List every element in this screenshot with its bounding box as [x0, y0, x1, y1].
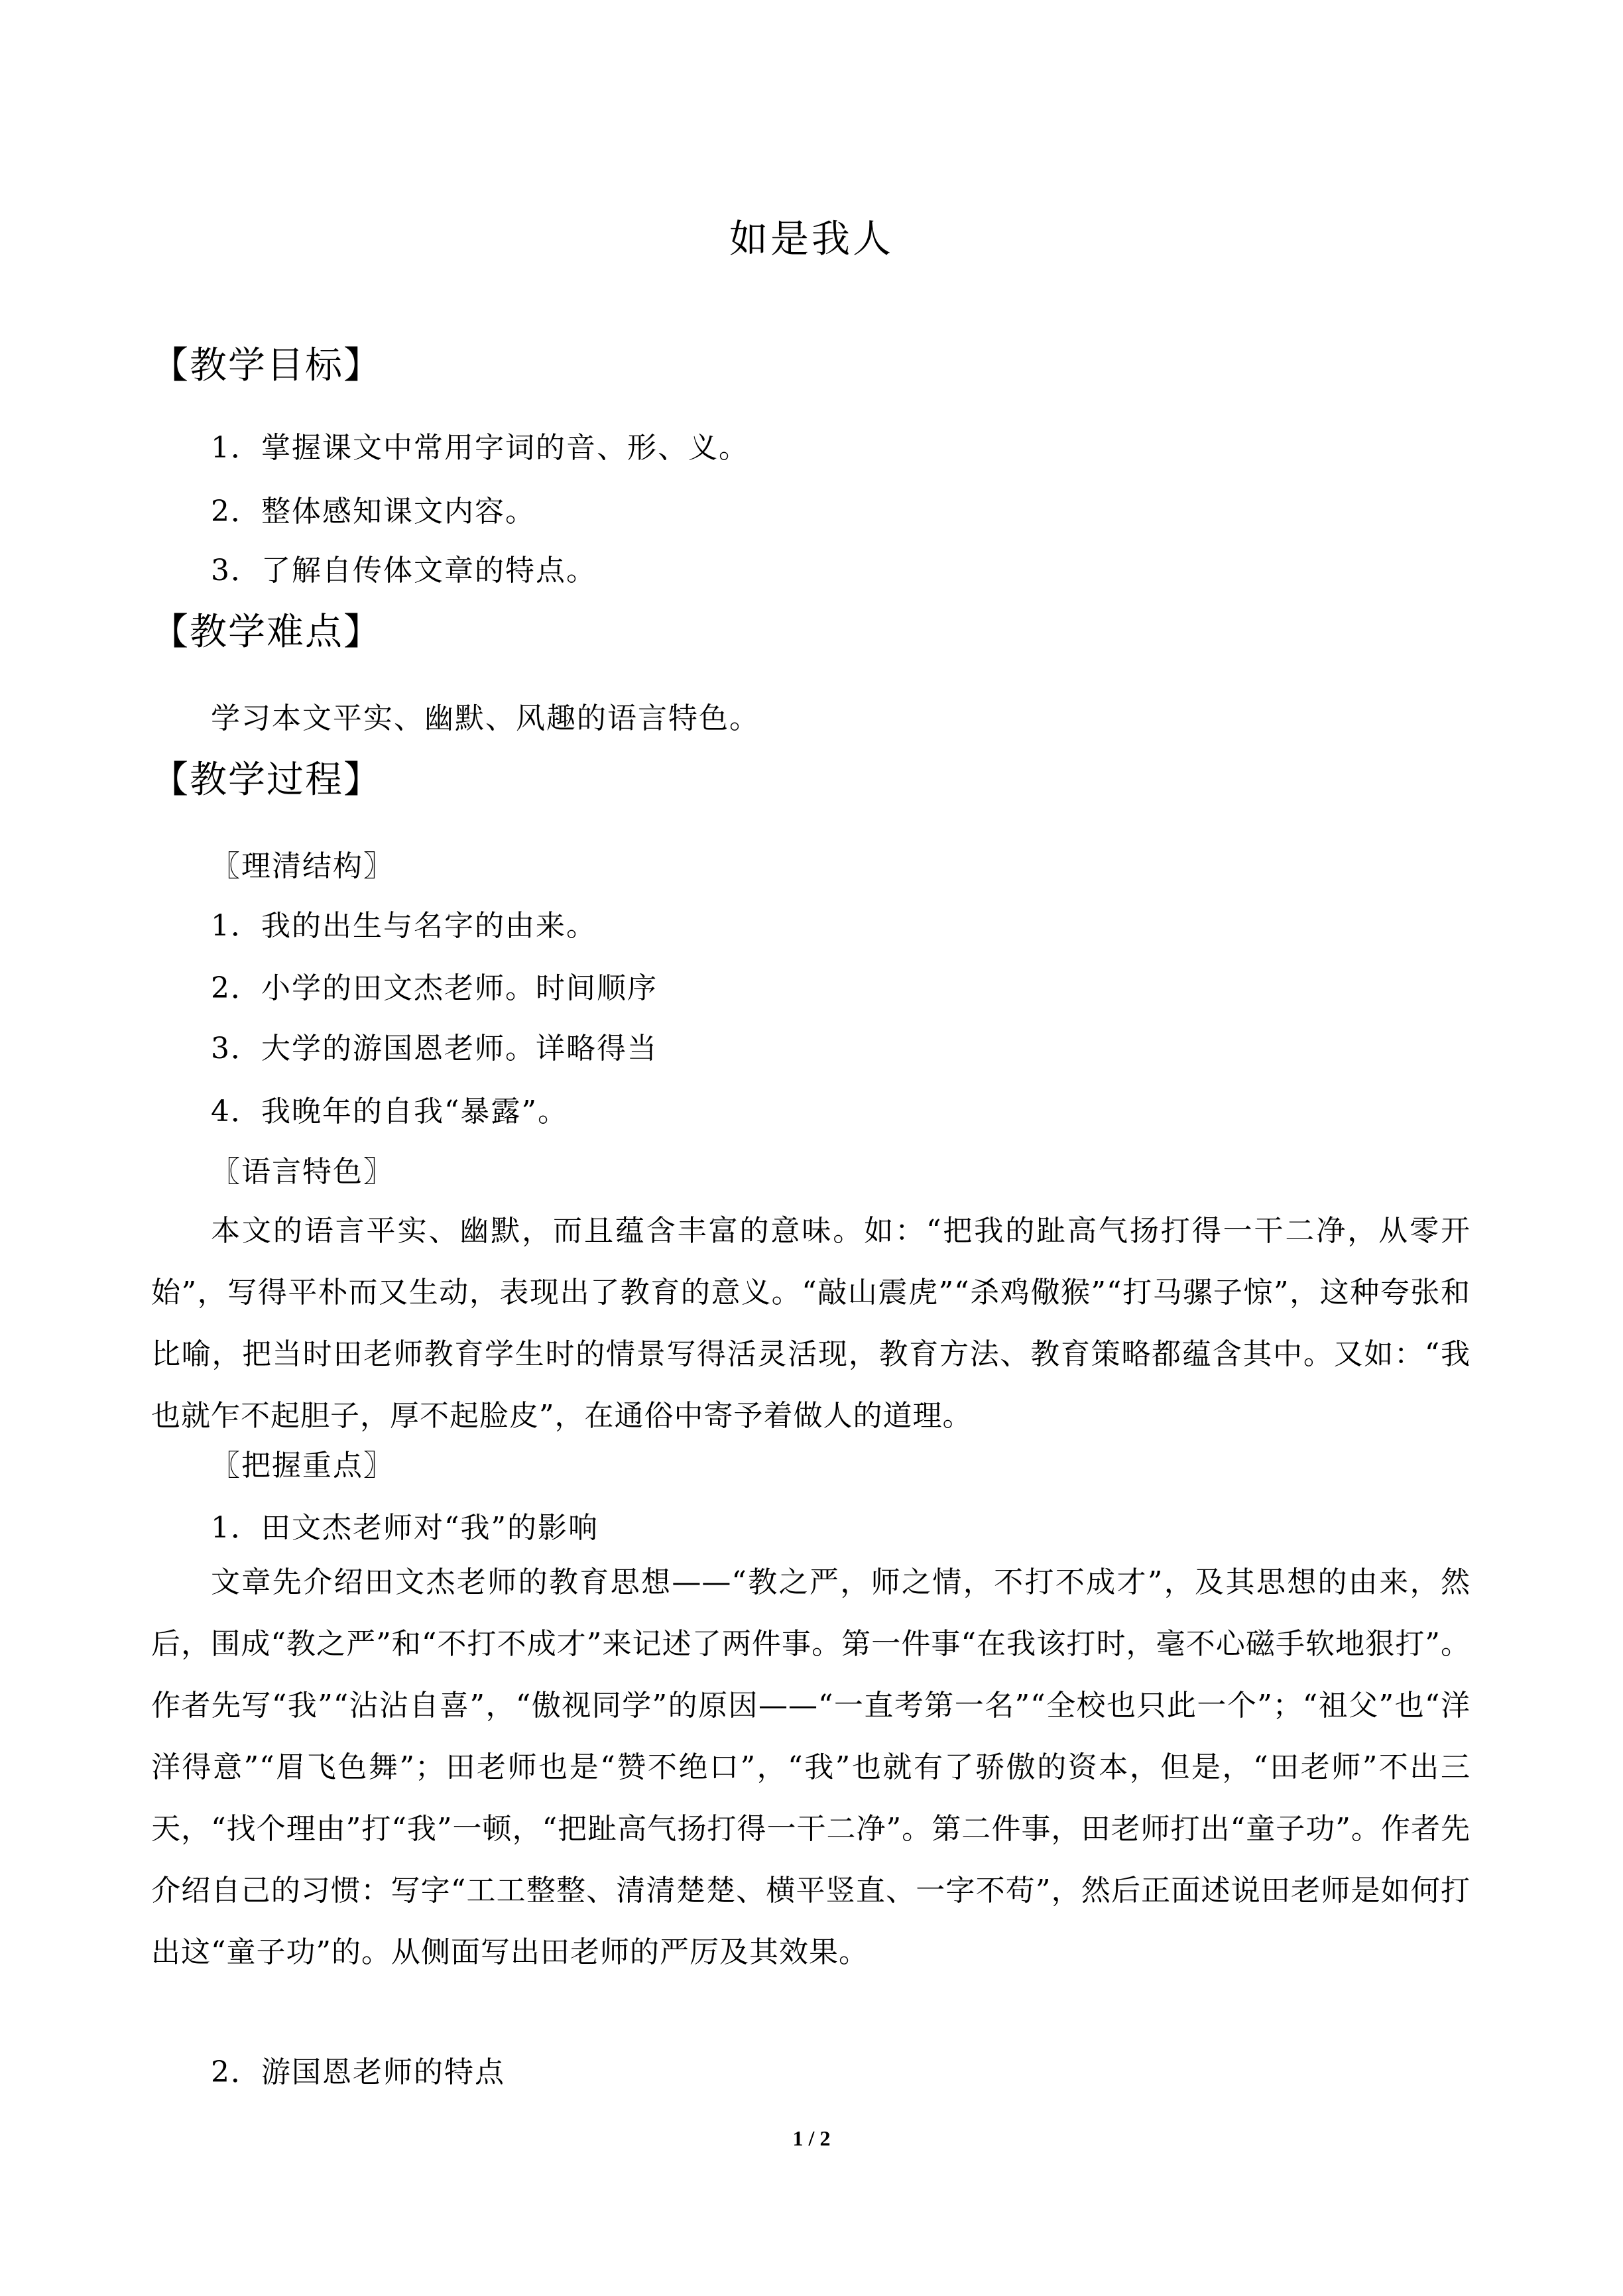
- objective-item-2: 2．整体感知课文内容。: [211, 495, 536, 528]
- structure-item-1: 1．我的出生与名字的由来。: [211, 909, 597, 943]
- language-label: 〖语言特色〗: [211, 1155, 394, 1189]
- difficulty-heading: 【教学难点】: [151, 611, 382, 654]
- structure-item-3: 3．大学的游国恩老师。详略得当: [211, 1032, 658, 1065]
- structure-item-2: 2．小学的田文杰老师。时间顺序: [211, 971, 658, 1005]
- structure-label: 〖理清结构〗: [211, 849, 394, 883]
- focus-label: 〖把握重点〗: [211, 1449, 394, 1482]
- structure-item-4: 4．我晚年的自我“暴露”。: [211, 1095, 568, 1128]
- focus-item-1: 1．田文杰老师对“我”的影响: [211, 1511, 599, 1545]
- objectives-heading: 【教学目标】: [151, 344, 382, 387]
- difficulty-text: 学习本文平实、幽默、风趣的语言特色。: [211, 701, 760, 735]
- page-title: 如是我人: [729, 216, 894, 261]
- focus-paragraph: 文章先介绍田文杰老师的教育思想——“教之严，师之情，不打不成才”，及其思想的由来，然后，围成“教之严”和“不打不成才”来记述了两件事。第一件事“在我该打时，毫不心磁手软地狠打”。作者先写“我”“沾沾自喜”，“傲视同学”的原因——“一直考第一名”“全校也只此一个”；“祖父”也“洋洋得意”“眉飞色舞”；田老师也是“赞不绝口”，“我”也就有了骄傲的资本，但是，“田老师”不出三天，“找个理由”打“我”一顿，“把趾高气扬打得一干二净”。第二件事，田老师打出“童子功”。作者先介绍自己的习惯：写字“工工整整、清清楚楚、横平竖直、一字不苟”，然后正面述说田老师是如何打出这“童子功”的。从侧面写出田老师的严厉及其效果。: [151, 1565, 1471, 1969]
- process-heading: 【教学过程】: [151, 758, 382, 802]
- focus-item-2: 2．游国恩老师的特点: [211, 2055, 505, 2089]
- page-number: 1 / 2: [792, 2126, 831, 2150]
- language-paragraph: 本文的语言平实、幽默，而且蕴含丰富的意味。如：“把我的趾高气扬打得一干二净，从零开始”，写得平朴而又生动，表现出了教育的意义。“敲山震虎”“杀鸡儆猴”“打马骡子惊”，这种夸张和比喻，把当时田老师教育学生时的情景写得活灵活现，教育方法、教育策略都蕴含其中。又如：“我也就乍不起胆子，厚不起脸皮”，在通俗中寄予着做人的道理。: [151, 1214, 1471, 1433]
- objective-item-1: 1．掌握课文中常用字词的音、形、义。: [211, 431, 749, 465]
- objective-item-3: 3．了解自传体文章的特点。: [211, 554, 597, 587]
